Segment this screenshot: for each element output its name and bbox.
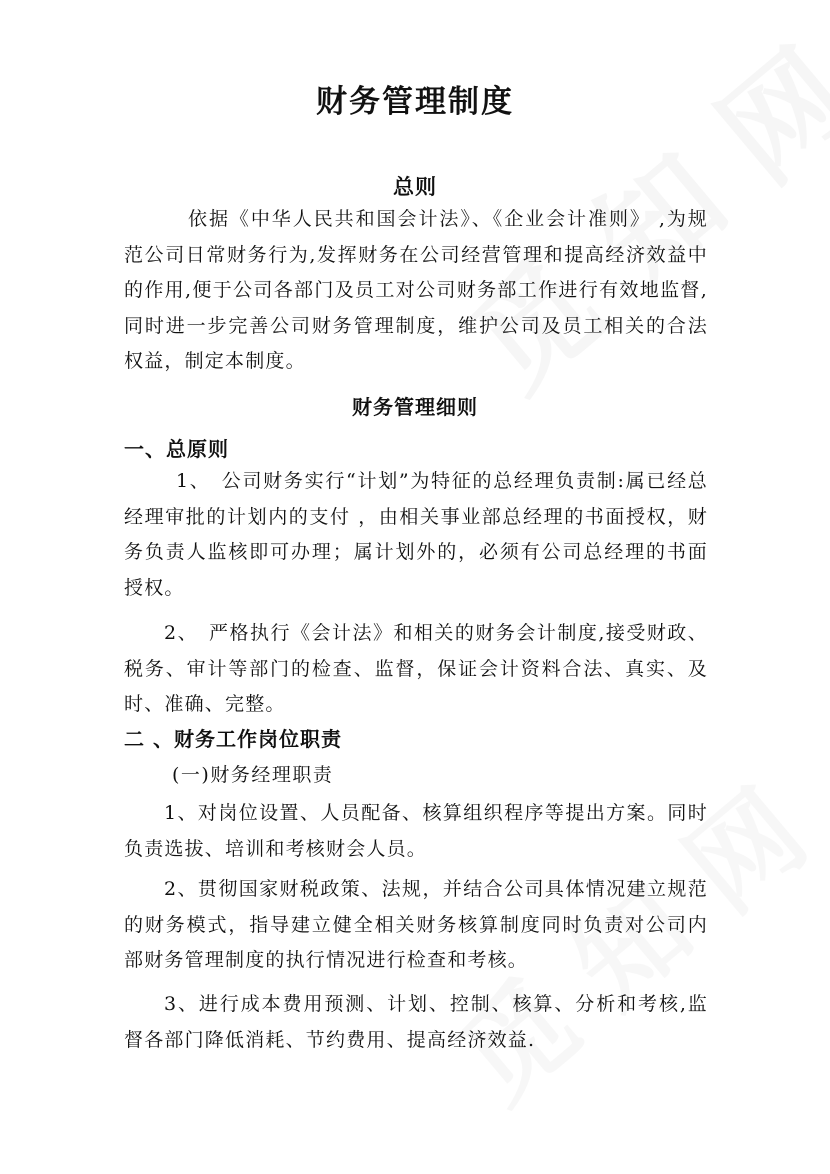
general-heading: 总则 xyxy=(393,175,437,199)
section2-heading: 二 、财务工作岗位职责 xyxy=(124,727,342,751)
section1-item1: 1、 公司财务实行“计划”为特征的总经理负责制:属已经总经理审批的计划内的支付 ，由相关事业部总经理的书面授权，财务负责人监核即可办理；属计划外的，必须有公司总经理的书面授权。 xyxy=(124,470,708,599)
section1-heading: 一、总原则 xyxy=(124,437,229,461)
section1-item2: 2、 严格执行《会计法》和相关的财务会计制度,接受财政、税务、审计等部门的检查、监督，保证会计资料合法、真实、及时、准确、完整。 xyxy=(124,622,708,715)
document-title: 财务管理制度 xyxy=(316,84,514,120)
section2-subheading: (一)财务经理职责 xyxy=(172,764,334,786)
section2-item3: 3、进行成本费用预测、计划、控制、核算、分析和考核,监督各部门降低消耗、节约费用、提高经济效益. xyxy=(124,993,708,1051)
section2-item2: 2、贯彻国家财税政策、法规，并结合公司具体情况建立规范的财务模式，指导建立健全相关财务核算制度同时负责对公司内部财务管理制度的执行情况进行检查和考核。 xyxy=(124,878,708,971)
details-heading: 财务管理细则 xyxy=(352,395,478,419)
general-paragraph: 依据《中华人民共和国会计法》、《企业会计准则》 ,为规范公司日常财务行为,发挥财务在公司经营管理和提高经济效益中的作用,便于公司各部门及员工对公司财务部工作进行有效地监督,同时进一步完善公司财务管理制度，维护公司及员工相关的合法权益，制定本制度。 xyxy=(124,208,708,372)
section2-item1: 1、对岗位设置、人员配备、核算组织程序等提出方案。同时负责选拔、培训和考核财会人员。 xyxy=(124,802,708,860)
